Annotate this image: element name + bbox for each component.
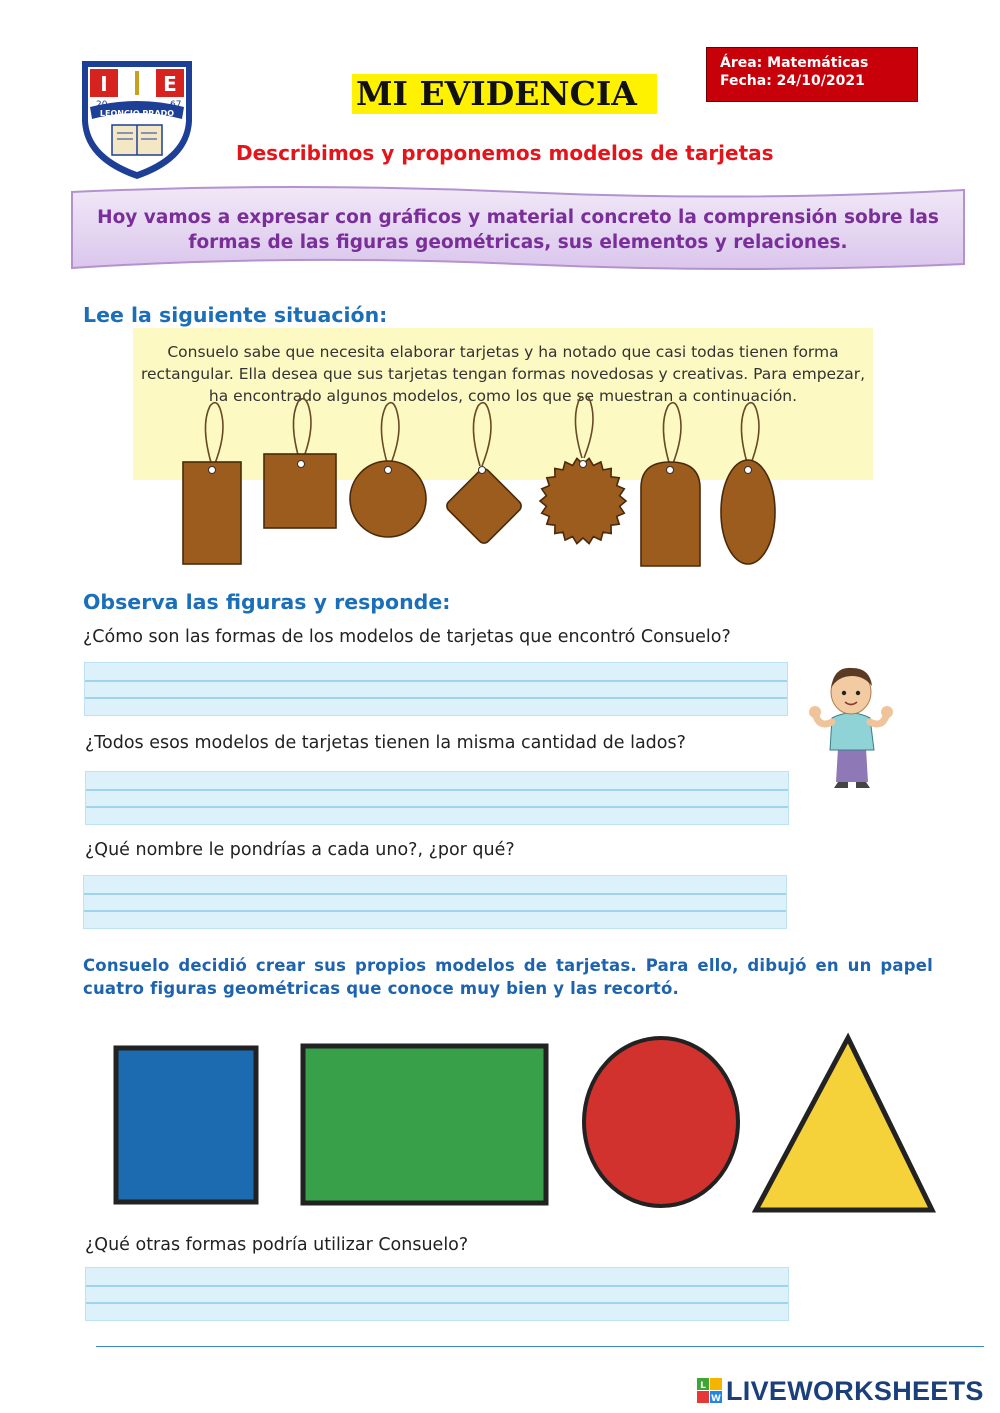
question-2: ¿Todos esos modelos de tarjetas tienen la misma cantidad de lados? [85, 733, 686, 753]
logo-year-left: 20 [96, 100, 108, 110]
watermark-icon-w: W [711, 1394, 721, 1404]
tag-scalloped-circle [540, 458, 626, 543]
answer-field-2[interactable] [85, 771, 789, 825]
answer-field-1[interactable] [84, 662, 788, 716]
shape-circle [584, 1038, 738, 1206]
tag-arch [641, 462, 700, 566]
date-label: Fecha: 24/10/2021 [720, 73, 865, 89]
logo-school-name: LEONCIO PRADO [99, 109, 175, 118]
section-heading-situation: Lee la siguiente situación: [83, 303, 388, 327]
watermark-text: LIVEWORKSHEETS [726, 1375, 984, 1406]
card-models-illustration [170, 396, 790, 572]
situation-text: Consuelo sabe que necesita elaborar tarjetas y ha notado que casi todas tienen forma rectangular. Ella desea que sus tarjetas tengan formas novedosas y creativas. Para empezar, ha encontrado algunos modelos, como los que se muestran a continuación. [140, 343, 866, 405]
area-date-box [706, 47, 918, 102]
watermark [697, 1374, 984, 1408]
page-title: MI EVIDENCIA [352, 74, 657, 114]
question-4: ¿Qué otras formas podría utilizar Consuelo? [85, 1235, 469, 1255]
purpose-text: Hoy vamos a expresar con gráficos y material concreto la comprensión sobre las formas de las figuras geométricas, sus elementos y relaciones. [97, 207, 939, 253]
shape-square [116, 1048, 256, 1202]
logo-letter-i: I [100, 72, 108, 96]
watermark-icon-l: L [700, 1381, 706, 1391]
section-heading-observe: Observa las figuras y responde: [83, 590, 451, 614]
geometric-shapes [110, 1030, 940, 1215]
tag-rhombus [444, 466, 523, 545]
boy-illustration [808, 662, 894, 790]
activity-description: Consuelo decidió crear sus propios modelos de tarjetas. Para ello, dibujó en un papel cuatro figuras geométricas que conoce muy bien y las recortó. [83, 956, 933, 998]
footer-divider [96, 1346, 984, 1347]
tag-oval [721, 460, 775, 564]
logo-letter-e: E [163, 72, 177, 96]
page-subtitle: Describimos y proponemos modelos de tarjetas [236, 141, 774, 165]
question-1: ¿Cómo son las formas de los modelos de tarjetas que encontró Consuelo? [83, 627, 731, 647]
liveworksheets-logo-icon [697, 1378, 723, 1404]
answer-field-4[interactable] [85, 1267, 789, 1321]
shape-triangle [756, 1038, 932, 1210]
tag-rectangle [183, 462, 241, 564]
shape-rectangle [303, 1046, 546, 1203]
school-logo [78, 55, 196, 183]
question-3: ¿Qué nombre le pondrías a cada uno?, ¿por qué? [85, 840, 515, 860]
answer-field-3[interactable] [83, 875, 787, 929]
area-label: Área: Matemáticas [720, 55, 869, 71]
logo-year-right: 67 [170, 100, 182, 110]
